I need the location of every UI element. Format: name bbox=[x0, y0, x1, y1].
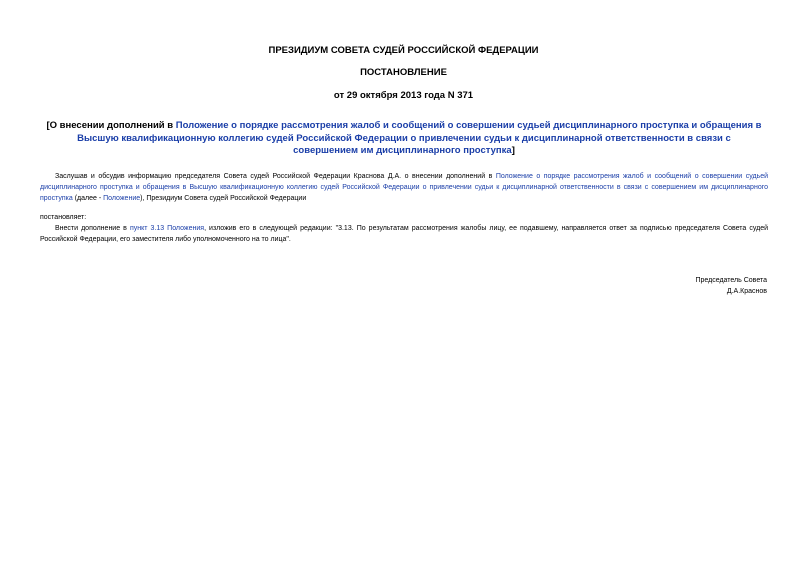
subject-regulation-link[interactable]: Положение о порядке рассмотрения жалоб и сообщений о совершении судьей дисциплинарного проступка и обращения в Высшую квалификационную коллегию судей Российской Федерации о привлечении судьи к дисциплинарной ответственности в связи с совершением им дисциплинарного проступка bbox=[77, 120, 762, 156]
clause-3-13-link[interactable]: пункт 3.13 Положения bbox=[129, 225, 205, 232]
date-number-heading: от 29 октября 2013 года N 371 bbox=[333, 90, 474, 101]
preamble-short-name-link[interactable]: Положение bbox=[103, 195, 141, 202]
issuing-body-heading: ПРЕЗИДИУМ СОВЕТА СУДЕЙ РОССИЙСКОЙ ФЕДЕРАЦИИ bbox=[268, 45, 539, 56]
signature-name: Д.А.Краснов bbox=[726, 288, 767, 295]
preamble-paragraph bbox=[40, 171, 768, 204]
preamble-middle: (далее - bbox=[72, 195, 104, 202]
amendment-text: , изложив его в следующей редакции: "3.13. По результатам рассмотрения жалобы лицу, ее подавшему, направляется ответ за подписью председателя Совета судей Российской Федерации, его заместителя либо уполномоченного на то лица". bbox=[40, 225, 768, 243]
preamble-suffix: ), Президиум Совета судей Российской Федерации bbox=[140, 195, 307, 202]
preamble-prefix: Заслушав и обсудив информацию председателя Совета судей Российской Федерации Краснова Д.А. о внесении дополнений в bbox=[55, 173, 496, 180]
amendment-paragraph bbox=[40, 223, 768, 245]
resolves-paragraph: постановляет: bbox=[40, 214, 87, 221]
signature-title: Председатель Совета bbox=[695, 277, 767, 284]
subject-suffix: ] bbox=[511, 145, 515, 156]
subject-prefix: [О внесении дополнений в bbox=[46, 120, 176, 131]
amendment-prefix: Внести дополнение в bbox=[55, 225, 130, 232]
document-type-heading: ПОСТАНОВЛЕНИЕ bbox=[360, 67, 447, 78]
document-subject bbox=[46, 120, 762, 158]
preamble-regulation-link[interactable]: Положение о порядке рассмотрения жалоб и сообщений о совершении судьей дисциплинарного проступка и обращения в Высшую квалификационную коллегию судей Российской Федерации о привлечении судьи к дисциплинарной ответственности в связи с совершением им дисциплинарного проступка bbox=[40, 173, 769, 202]
